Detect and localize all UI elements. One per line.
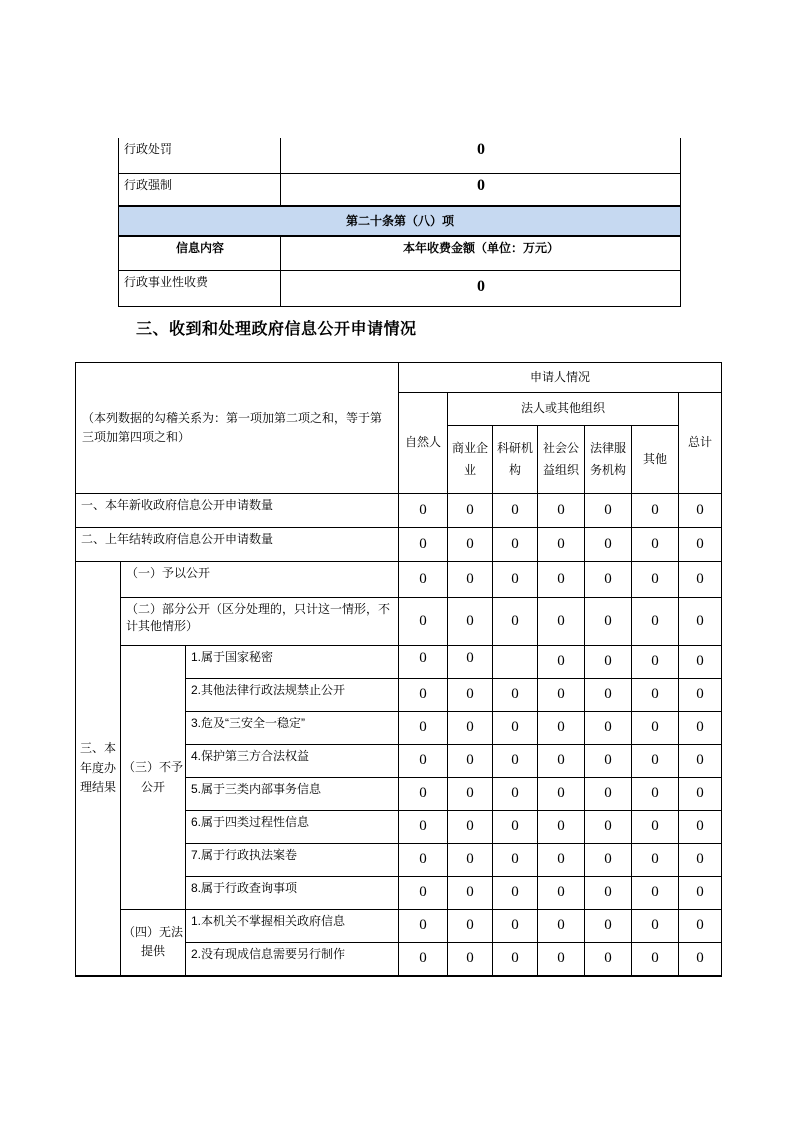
- table-row: [119, 138, 681, 173]
- data-cell: 0: [493, 562, 538, 598]
- data-cell: 0: [399, 679, 448, 712]
- data-cell: 0: [448, 778, 493, 811]
- data-cell: 0: [538, 943, 585, 976]
- row-label: 3.危及“三安全一稳定”: [186, 712, 399, 745]
- data-cell: 0: [632, 562, 679, 598]
- data-cell: 0: [632, 494, 679, 528]
- data-cell: 0: [632, 528, 679, 562]
- data-cell: 0: [632, 877, 679, 910]
- data-cell: 0: [448, 745, 493, 778]
- data-cell: 0: [448, 877, 493, 910]
- request-table: [75, 362, 722, 977]
- row-label: 6.属于四类过程性信息: [186, 811, 399, 844]
- data-cell: 0: [632, 712, 679, 745]
- data-cell: 0: [448, 528, 493, 562]
- data-cell: 0: [632, 679, 679, 712]
- row-label: 2.没有现成信息需要另行制作: [186, 943, 399, 976]
- table-header-row: [119, 236, 681, 270]
- data-cell: 0: [538, 679, 585, 712]
- data-cell: 0: [632, 778, 679, 811]
- column-header-natural-person: 自然人: [399, 393, 448, 494]
- data-cell: 0: [448, 712, 493, 745]
- data-cell: 0: [538, 494, 585, 528]
- column-header-legal-org: 法人或其他组织: [448, 393, 679, 426]
- data-cell: 0: [399, 528, 448, 562]
- row-label: 行政强制: [119, 173, 281, 206]
- section-band-label: 第二十条第（八）项: [119, 206, 681, 236]
- data-cell: 0: [538, 844, 585, 877]
- data-cell: 0: [399, 562, 448, 598]
- data-cell: 0: [493, 778, 538, 811]
- data-cell: 0: [493, 494, 538, 528]
- row-label: 1.属于国家秘密: [186, 646, 399, 679]
- data-cell: 0: [679, 646, 722, 679]
- row-label: 1.本机关不掌握相关政府信息: [186, 910, 399, 943]
- column-header-other: 其他: [632, 426, 679, 494]
- value-cell: 0: [281, 270, 681, 306]
- group-label-results: 三、本年度办理结果: [76, 562, 121, 976]
- data-cell: 0: [632, 844, 679, 877]
- data-cell: 0: [399, 778, 448, 811]
- fee-table: [118, 138, 681, 307]
- row-label: 二、上年结转政府信息公开申请数量: [76, 528, 399, 562]
- column-header-legal-service: 法律服务机构: [585, 426, 632, 494]
- data-cell: 0: [679, 562, 722, 598]
- data-cell: 0: [679, 528, 722, 562]
- data-cell: 0: [538, 646, 585, 679]
- data-cell: 0: [538, 745, 585, 778]
- data-cell: 0: [538, 877, 585, 910]
- data-cell: 0: [448, 943, 493, 976]
- data-cell: 0: [585, 778, 632, 811]
- row-label: 2.其他法律行政法规禁止公开: [186, 679, 399, 712]
- data-cell: 0: [538, 811, 585, 844]
- data-cell: 0: [538, 598, 585, 646]
- table-note: （本列数据的勾稽关系为：第一项加第二项之和，等于第三项加第四项之和）: [76, 363, 399, 494]
- value-cell: 0: [281, 173, 681, 206]
- data-cell: 0: [493, 811, 538, 844]
- table-row: [76, 598, 722, 646]
- data-cell: 0: [399, 712, 448, 745]
- data-cell: 0: [448, 562, 493, 598]
- data-cell: 0: [679, 494, 722, 528]
- data-cell: 0: [585, 646, 632, 679]
- data-cell: 0: [679, 712, 722, 745]
- data-cell: 0: [679, 679, 722, 712]
- row-label: 5.属于三类内部事务信息: [186, 778, 399, 811]
- data-cell: 0: [585, 877, 632, 910]
- data-cell: 0: [399, 745, 448, 778]
- data-cell: 0: [679, 910, 722, 943]
- data-cell: 0: [585, 598, 632, 646]
- data-cell: 0: [632, 811, 679, 844]
- table-row: [76, 910, 722, 943]
- column-header-research: 科研机构: [493, 426, 538, 494]
- data-cell: 0: [585, 943, 632, 976]
- data-cell: 0: [493, 910, 538, 943]
- data-cell: 0: [679, 778, 722, 811]
- data-cell: 0: [493, 943, 538, 976]
- row-label: 4.保护第三方合法权益: [186, 745, 399, 778]
- data-cell: 0: [399, 811, 448, 844]
- data-cell: 0: [585, 811, 632, 844]
- table-row: [119, 173, 681, 206]
- data-cell: [493, 646, 538, 679]
- table-row: [76, 528, 722, 562]
- group-label-unable: （四）无法提供: [121, 910, 186, 976]
- data-cell: 0: [538, 778, 585, 811]
- group-label-denied: （三）不予公开: [121, 646, 186, 910]
- data-cell: 0: [585, 844, 632, 877]
- data-cell: 0: [399, 494, 448, 528]
- data-cell: 0: [448, 679, 493, 712]
- data-cell: 0: [448, 811, 493, 844]
- table-row: [119, 270, 681, 306]
- data-cell: 0: [493, 598, 538, 646]
- row-label: （二）部分公开（区分处理的，只计这一情形，不计其他情形）: [121, 598, 399, 646]
- data-cell: 0: [632, 745, 679, 778]
- column-header-applicant: 申请人情况: [399, 363, 722, 393]
- data-cell: 0: [493, 528, 538, 562]
- data-cell: 0: [585, 562, 632, 598]
- data-cell: 0: [632, 646, 679, 679]
- data-cell: 0: [585, 910, 632, 943]
- row-label: 行政事业性收费: [119, 270, 281, 306]
- row-label: （一）予以公开: [121, 562, 399, 598]
- data-cell: 0: [632, 910, 679, 943]
- data-cell: 0: [448, 494, 493, 528]
- row-label: 7.属于行政执法案卷: [186, 844, 399, 877]
- row-label: 行政处罚: [119, 138, 281, 173]
- column-header: 本年收费金额（单位：万元）: [281, 236, 681, 270]
- row-label: 8.属于行政查询事项: [186, 877, 399, 910]
- data-cell: 0: [538, 910, 585, 943]
- data-cell: 0: [399, 943, 448, 976]
- data-cell: 0: [679, 844, 722, 877]
- data-cell: 0: [679, 877, 722, 910]
- data-cell: 0: [538, 528, 585, 562]
- data-cell: 0: [679, 745, 722, 778]
- data-cell: 0: [399, 646, 448, 679]
- value-cell: 0: [281, 138, 681, 173]
- data-cell: 0: [399, 877, 448, 910]
- data-cell: 0: [493, 745, 538, 778]
- data-cell: 0: [493, 877, 538, 910]
- data-cell: 0: [585, 679, 632, 712]
- table-row: [76, 562, 722, 598]
- data-cell: 0: [448, 598, 493, 646]
- data-cell: 0: [585, 712, 632, 745]
- data-cell: 0: [538, 712, 585, 745]
- data-cell: 0: [679, 943, 722, 976]
- data-cell: 0: [493, 712, 538, 745]
- data-cell: 0: [493, 844, 538, 877]
- data-cell: 0: [538, 562, 585, 598]
- column-header: 信息内容: [119, 236, 281, 270]
- data-cell: 0: [679, 811, 722, 844]
- section-band-row: [119, 206, 681, 236]
- table-row: [76, 646, 722, 679]
- row-label: 一、本年新收政府信息公开申请数量: [76, 494, 399, 528]
- column-header-total: 总计: [679, 393, 722, 494]
- data-cell: 0: [493, 679, 538, 712]
- data-cell: 0: [448, 910, 493, 943]
- data-cell: 0: [679, 598, 722, 646]
- data-cell: 0: [585, 745, 632, 778]
- column-header-social: 社会公益组织: [538, 426, 585, 494]
- data-cell: 0: [632, 943, 679, 976]
- data-cell: 0: [448, 646, 493, 679]
- data-cell: 0: [399, 598, 448, 646]
- data-cell: 0: [399, 910, 448, 943]
- section-title: 三、收到和处理政府信息公开申请情况: [136, 321, 417, 338]
- column-header-business: 商业企业: [448, 426, 493, 494]
- data-cell: 0: [399, 844, 448, 877]
- data-cell: 0: [585, 528, 632, 562]
- table-header-row: [76, 363, 722, 393]
- data-cell: 0: [632, 598, 679, 646]
- data-cell: 0: [585, 494, 632, 528]
- table-row: [76, 494, 722, 528]
- data-cell: 0: [448, 844, 493, 877]
